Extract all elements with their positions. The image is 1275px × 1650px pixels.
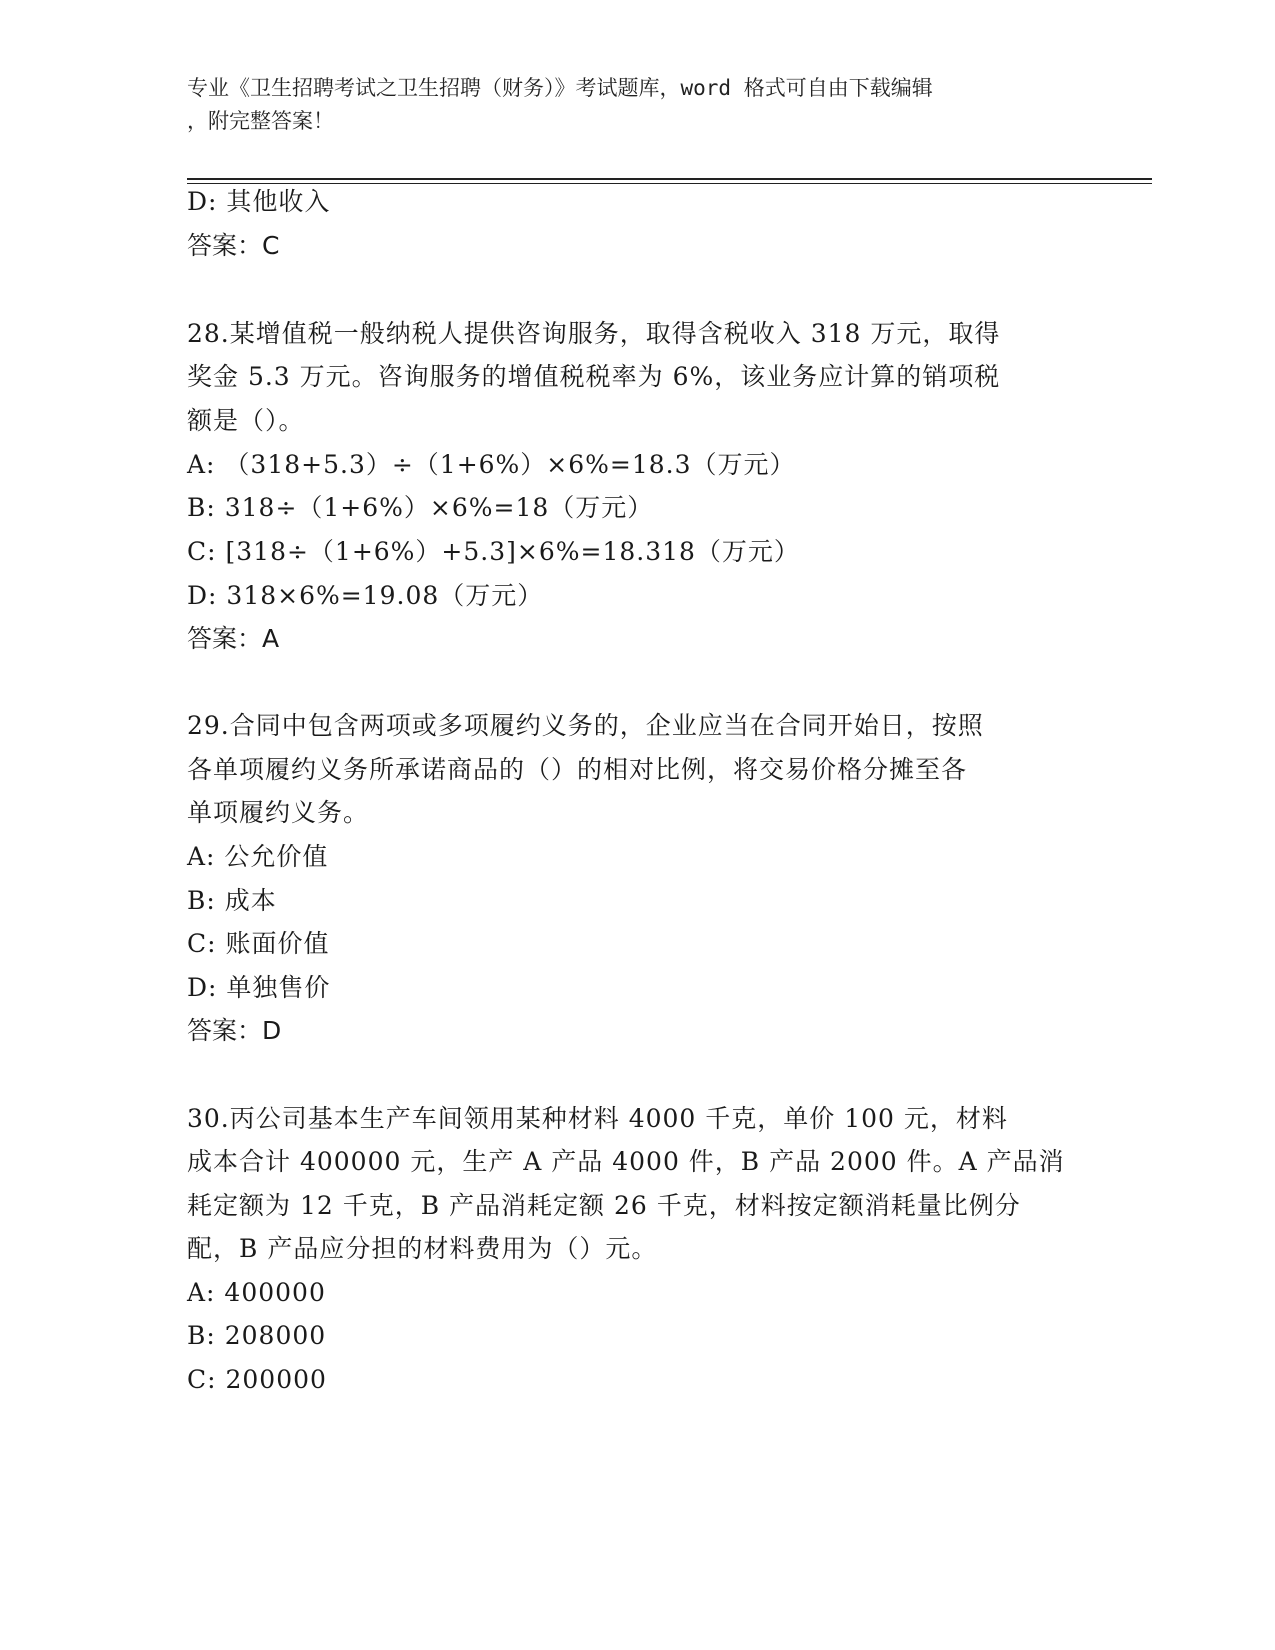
q28-answer: 答案：A xyxy=(187,624,280,653)
q28-stem-line-1: 28.某增值税一般纳税人提供咨询服务，取得含税收入 318 万元，取得 xyxy=(187,319,1001,348)
q28-stem-line-2: 奖金 5.3 万元。咨询服务的增值税税率为 6%，该业务应计算的销项税 xyxy=(187,362,1001,391)
q30-option-a: A: 400000 xyxy=(187,1278,326,1307)
q29-option-a: A: 公允价值 xyxy=(187,842,329,871)
header-line-1: 专业《卫生招聘考试之卫生招聘（财务）》考试题库，word 格式可自由下载编辑 xyxy=(187,76,933,100)
prev-answer: 答案：C xyxy=(187,231,280,260)
q28-option-a: A: （318+5.3）÷（1+6%）×6%=18.3（万元） xyxy=(187,450,796,479)
q30-stem-line-4: 配，B 产品应分担的材料费用为（）元。 xyxy=(187,1234,658,1263)
header-line-2: ，附完整答案！ xyxy=(187,109,334,133)
q28-stem-line-3: 额是（）。 xyxy=(187,406,305,435)
q28-option-d: D: 318×6%=19.08（万元） xyxy=(187,581,544,610)
q30-option-b: B: 208000 xyxy=(187,1321,327,1350)
q28-option-b: B: 318÷（1+6%）×6%=18（万元） xyxy=(187,493,654,522)
q29-stem-line-1: 29.合同中包含两项或多项履约义务的，企业应当在合同开始日，按照 xyxy=(187,711,984,740)
q29-stem-line-2: 各单项履约义务所承诺商品的（）的相对比例，将交易价格分摊至各 xyxy=(187,755,968,784)
q29-option-d: D: 单独售价 xyxy=(187,973,331,1002)
q30-stem-line-2: 成本合计 400000 元，生产 A 产品 4000 件，B 产品 2000 件。A 产品消 xyxy=(187,1147,1065,1176)
q29-stem-line-3: 单项履约义务。 xyxy=(187,798,370,827)
header-divider-thin xyxy=(187,183,1152,184)
q30-stem-line-3: 耗定额为 12 千克，B 产品消耗定额 26 千克，材料按定额消耗量比例分 xyxy=(187,1191,1021,1220)
document-header xyxy=(187,72,1067,138)
q28-option-c: C: [318÷（1+6%）+5.3]×6%=18.318（万元） xyxy=(187,537,800,566)
header-divider xyxy=(187,178,1152,180)
prev-option-d: D: 其他收入 xyxy=(187,187,331,216)
q29-answer: 答案：D xyxy=(187,1016,282,1045)
q29-option-b: B: 成本 xyxy=(187,886,277,915)
q30-stem-line-1: 30.丙公司基本生产车间领用某种材料 4000 千克，单价 100 元，材料 xyxy=(187,1104,1008,1133)
q30-option-c: C: 200000 xyxy=(187,1365,327,1394)
q29-option-c: C: 账面价值 xyxy=(187,929,330,958)
